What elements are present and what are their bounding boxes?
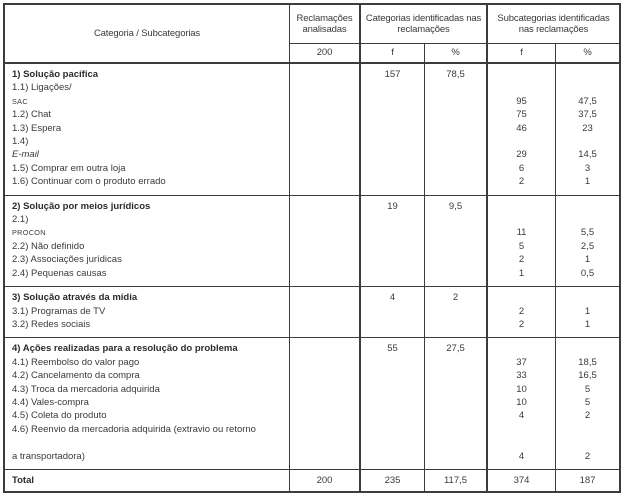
row-label [12, 305, 105, 318]
empty-cat-f-cell [361, 81, 425, 108]
empty-cat-f-cell [361, 253, 425, 266]
header-analyzed-total-value: 200 [290, 44, 361, 62]
section-title-row [5, 64, 619, 81]
empty-analyzed-cell [290, 267, 361, 286]
empty-analyzed-cell [290, 369, 361, 382]
subcategory-row [5, 135, 619, 162]
label-text: 2.4) Pequenas causas [12, 267, 107, 279]
empty-cat-pct-cell [425, 162, 488, 175]
label-text: 4.5) Coleta do produto [12, 410, 107, 422]
total-subcategories-pct: 187 [579, 474, 596, 486]
empty-analyzed-cell [290, 338, 361, 355]
subcategory-pct-value: 47,5 [578, 95, 597, 107]
category-section-1 [5, 64, 619, 196]
label-text: 3.2) Redes sociais [12, 318, 91, 330]
empty-analyzed-cell [290, 175, 361, 194]
empty-cat-pct-cell [425, 409, 488, 422]
empty-cat-f-cell [361, 409, 425, 422]
empty-analyzed-cell [290, 162, 361, 175]
empty-cat-f-cell [361, 396, 425, 409]
row-label [12, 68, 98, 81]
empty-sub-pct-cell [556, 338, 619, 355]
empty-sub-pct-cell [556, 196, 619, 213]
subcategory-row [5, 108, 619, 121]
total-label: Total [5, 470, 290, 491]
subcategory-pct-value: 37,5 [578, 109, 597, 121]
row-label [12, 267, 107, 280]
label-text: 1.6) Continuar com o produto errado [12, 176, 166, 188]
subcategory-pct-value: 1 [584, 318, 591, 330]
empty-analyzed-cell [290, 305, 361, 318]
empty-cat-pct-cell [425, 318, 488, 337]
row-label [12, 291, 137, 304]
empty-analyzed-cell [290, 287, 361, 304]
empty-cat-f-cell [361, 213, 425, 240]
empty-cat-pct-cell [425, 267, 488, 286]
section-title-cell [5, 287, 290, 304]
empty-cat-f-cell [361, 240, 425, 253]
empty-analyzed-cell [290, 409, 361, 422]
category-section-2 [5, 196, 619, 287]
row-label [12, 369, 140, 382]
category-pct-value: 2 [425, 287, 488, 304]
empty-cat-pct-cell [425, 175, 488, 194]
label-text: 4.4) Vales-compra [12, 396, 89, 408]
subcategory-pct-value: 5 [584, 383, 591, 395]
subcategory-row [5, 162, 619, 175]
subcategory-label-cell [5, 162, 290, 175]
row-label [12, 409, 107, 422]
empty-sub-pct-cell [556, 64, 619, 81]
row-label [12, 135, 51, 162]
category-pct-value: 78,5 [425, 64, 488, 81]
empty-sub-f-cell [488, 196, 556, 213]
empty-analyzed-cell [290, 318, 361, 337]
subcategory-label-cell [5, 108, 290, 121]
subcategory-f-value: 75 [488, 108, 556, 121]
total-categories-f: 235 [361, 470, 425, 491]
empty-analyzed-cell [290, 135, 361, 162]
row-label [12, 175, 166, 188]
empty-analyzed-cell [290, 213, 361, 240]
empty-sub-f-cell [488, 287, 556, 304]
subcategory-row [5, 253, 619, 266]
empty-analyzed-cell [290, 122, 361, 135]
empty-analyzed-cell [290, 356, 361, 369]
section-title-cell [5, 196, 290, 213]
header-categories-pct-label: % [425, 44, 488, 62]
subcategory-label-cell [5, 175, 290, 194]
table-header [5, 5, 619, 64]
subcategory-label-cell [5, 81, 290, 108]
subcategory-row [5, 369, 619, 382]
subcategory-label-cell [5, 396, 290, 409]
subcategory-label-cell [5, 305, 290, 318]
empty-cat-f-cell [361, 267, 425, 286]
empty-cat-f-cell [361, 175, 425, 194]
empty-cat-pct-cell [425, 423, 488, 469]
label-text: 1.3) Espera [12, 122, 62, 134]
smallcaps-text: SAC [12, 96, 28, 106]
empty-cat-f-cell [361, 383, 425, 396]
header-categories-f-label: f [361, 44, 425, 62]
table-body [5, 64, 619, 470]
subcategory-f-value: 4 [488, 423, 556, 469]
empty-analyzed-cell [290, 423, 361, 469]
subcategory-f-value: 95 [488, 81, 556, 108]
subcategory-f-value: 2 [488, 318, 556, 337]
subcategory-row [5, 305, 619, 318]
label-text: 1.4) [12, 136, 29, 148]
empty-cat-pct-cell [425, 122, 488, 135]
label-text: 1) Solução pacífica [12, 69, 99, 80]
section-title-row [5, 196, 619, 213]
subcategory-f-value: 10 [488, 396, 556, 409]
row-label [12, 318, 90, 331]
total-analyzed: 200 [290, 470, 361, 491]
total-row [5, 470, 619, 491]
subcategory-row [5, 240, 619, 253]
label-text: 2.1) [12, 214, 29, 226]
subcategory-f-value: 11 [488, 213, 556, 240]
subcategory-pct-value: 5,5 [580, 227, 595, 239]
empty-sub-f-cell [488, 338, 556, 355]
row-label [12, 396, 89, 409]
empty-analyzed-cell [290, 81, 361, 108]
empty-analyzed-cell [290, 396, 361, 409]
empty-cat-f-cell [361, 305, 425, 318]
subcategory-label-cell [5, 122, 290, 135]
subcategory-pct-value: 1 [584, 176, 591, 188]
row-label [12, 253, 122, 266]
label-text: 3.1) Programas de TV [12, 305, 106, 317]
empty-cat-pct-cell [425, 253, 488, 266]
empty-analyzed-cell [290, 196, 361, 213]
row-label [12, 162, 126, 175]
subcategory-row [5, 267, 619, 286]
subcategory-pct-value: 23 [582, 122, 593, 134]
empty-cat-f-cell [361, 135, 425, 162]
category-f-value: 55 [361, 338, 425, 355]
category-pct-value: 9,5 [425, 196, 488, 213]
subcategory-pct-value: 1 [584, 305, 591, 317]
subcategory-row [5, 122, 619, 135]
label-text: 4) Ações realizadas para a resolução do problema [12, 343, 238, 355]
subcategory-f-value: 37 [488, 356, 556, 369]
section-title-cell [5, 64, 290, 81]
subcategory-row [5, 356, 619, 369]
subcategory-f-value: 29 [488, 135, 556, 162]
label-text: 4.3) Troca da mercadoria adquirida [12, 383, 160, 395]
subcategory-label-cell [5, 409, 290, 422]
subcategory-label-cell [5, 383, 290, 396]
category-section-4 [5, 338, 619, 470]
label-text: 2.2) Não definido [12, 240, 85, 252]
total-subcategories-f: 374 [488, 470, 556, 491]
empty-analyzed-cell [290, 383, 361, 396]
subcategory-row [5, 409, 619, 422]
smallcaps-text: PROCON [12, 228, 46, 238]
section-title-row [5, 338, 619, 355]
subcategory-f-value: 33 [488, 369, 556, 382]
empty-cat-f-cell [361, 369, 425, 382]
label-text: 2) Solução por meios jurídicos [12, 200, 151, 212]
row-label [12, 122, 64, 135]
empty-analyzed-cell [290, 253, 361, 266]
subcategory-label-cell [5, 253, 290, 266]
subcategory-label-cell [5, 318, 290, 337]
empty-cat-pct-cell [425, 240, 488, 253]
row-label [12, 383, 160, 396]
empty-sub-pct-cell [556, 287, 619, 304]
subcategory-f-value: 4 [488, 409, 556, 422]
header-subcategories-pct-label: % [583, 47, 592, 59]
subcategory-row [5, 81, 619, 108]
header-category-column: Categoria / Subcategorias [5, 5, 290, 62]
empty-analyzed-cell [290, 108, 361, 121]
row-label [12, 81, 75, 108]
subcategory-label-cell [5, 356, 290, 369]
subcategory-row [5, 423, 619, 469]
subcategory-pct-value: 5 [584, 396, 591, 408]
label-text: 3) Solução através da mídia [12, 292, 138, 304]
subcategory-row [5, 175, 619, 194]
subcategory-f-value: 2 [488, 175, 556, 194]
empty-cat-f-cell [361, 162, 425, 175]
empty-cat-pct-cell [425, 108, 488, 121]
subcategory-f-value: 5 [488, 240, 556, 253]
row-label [12, 423, 256, 463]
subcategory-label-cell [5, 135, 290, 162]
row-label [12, 240, 84, 253]
subcategory-f-value: 2 [488, 253, 556, 266]
label-text: 4.2) Cancelamento da compra [12, 370, 140, 382]
category-f-value: 19 [361, 196, 425, 213]
header-subcategories-f-label: f [488, 44, 556, 62]
empty-cat-pct-cell [425, 135, 488, 162]
subcategory-pct-value: 3 [584, 162, 591, 174]
row-label [12, 356, 139, 369]
label-text: 1.2) Chat [12, 109, 52, 121]
subcategory-pct-value: 2 [584, 450, 591, 462]
row-label [12, 213, 46, 240]
label-text: 4.1) Reembolso do valor pago [12, 356, 140, 368]
label-text: 2.3) Associações jurídicas [12, 254, 122, 266]
subcategory-label-cell [5, 267, 290, 286]
subcategory-pct-value: 2 [584, 410, 591, 422]
empty-cat-f-cell [361, 318, 425, 337]
italic-text: E-mail [12, 149, 39, 161]
empty-cat-pct-cell [425, 369, 488, 382]
header-complaints-analyzed: Reclamações analisadas [290, 5, 361, 44]
empty-cat-pct-cell [425, 356, 488, 369]
empty-cat-pct-cell [425, 396, 488, 409]
subcategory-pct-value: 0,5 [580, 267, 595, 279]
subcategory-row [5, 318, 619, 337]
subcategory-label-cell [5, 240, 290, 253]
subcategory-label-cell [5, 369, 290, 382]
subcategory-pct-value: 16,5 [578, 370, 597, 382]
empty-cat-f-cell [361, 108, 425, 121]
category-section-3 [5, 287, 619, 338]
subcategory-label-cell [5, 213, 290, 240]
subcategory-pct-value: 2,5 [580, 240, 595, 252]
subcategory-row [5, 396, 619, 409]
category-f-value: 157 [361, 64, 425, 81]
row-label [12, 200, 150, 213]
empty-cat-pct-cell [425, 81, 488, 108]
label-text: 4.6) Reenvio da mercadoria adquirida (extravio ou retorno [12, 423, 256, 435]
section-title-row [5, 287, 619, 304]
row-label [12, 342, 238, 355]
header-categories-identified: Categorias identificadas nas reclamações [361, 5, 488, 44]
subcategory-f-value: 46 [488, 122, 556, 135]
subcategory-pct-value: 14,5 [578, 149, 597, 161]
subcategory-row [5, 213, 619, 240]
label-text: a transportadora) [12, 450, 85, 462]
section-title-cell [5, 338, 290, 355]
subcategory-label-cell [5, 423, 290, 469]
empty-sub-f-cell [488, 64, 556, 81]
empty-cat-f-cell [361, 423, 425, 469]
subcategory-f-value: 6 [488, 162, 556, 175]
subcategory-pct-value: 18,5 [578, 356, 597, 368]
empty-analyzed-cell [290, 240, 361, 253]
header-subcategories-identified: Subcategorias identificadas nas reclamações [488, 5, 619, 44]
empty-cat-f-cell [361, 122, 425, 135]
row-label [12, 108, 54, 121]
category-f-value: 4 [361, 287, 425, 304]
category-pct-value: 27,5 [425, 338, 488, 355]
complaints-analysis-table [3, 3, 621, 493]
subcategory-row [5, 383, 619, 396]
subcategory-f-value: 2 [488, 305, 556, 318]
empty-cat-pct-cell [425, 213, 488, 240]
empty-cat-f-cell [361, 356, 425, 369]
label-text: 1.1) Ligações/ [12, 82, 72, 94]
empty-analyzed-cell [290, 64, 361, 81]
subcategory-f-value: 1 [488, 267, 556, 286]
subcategory-f-value: 10 [488, 383, 556, 396]
total-categories-pct: 117,5 [425, 470, 488, 491]
subcategory-pct-value: 1 [584, 254, 591, 266]
label-text: 1.5) Comprar em outra loja [12, 162, 126, 174]
empty-cat-pct-cell [425, 305, 488, 318]
empty-cat-pct-cell [425, 383, 488, 396]
